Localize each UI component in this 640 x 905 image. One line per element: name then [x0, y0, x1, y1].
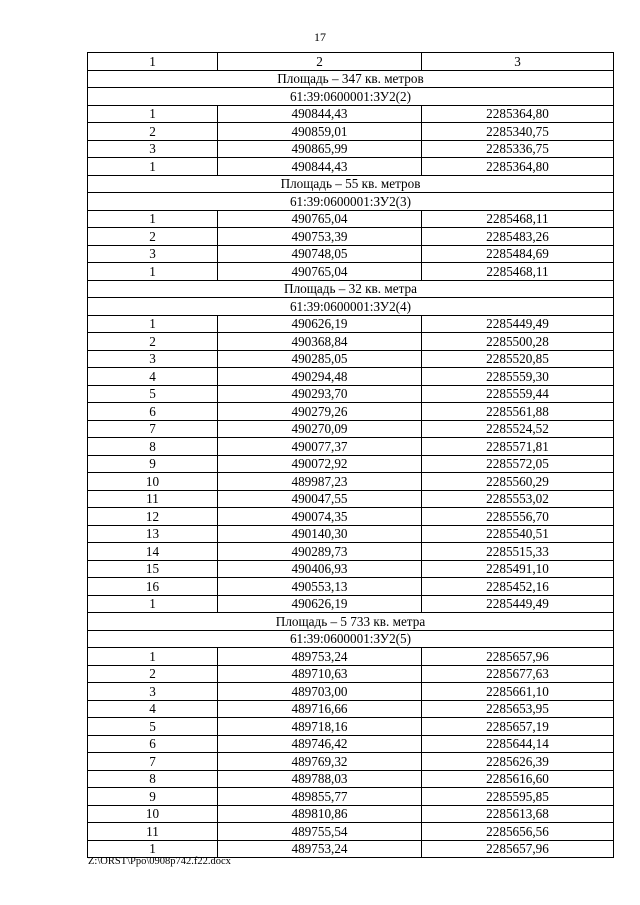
table-row [88, 718, 614, 736]
table-body [88, 53, 614, 858]
area-label: Площадь – 347 кв. метров [88, 70, 614, 88]
y-coordinate: 2285452,16 [422, 578, 614, 596]
y-coordinate: 2285644,14 [422, 735, 614, 753]
y-coordinate: 2285613,68 [422, 805, 614, 823]
y-coordinate: 2285364,80 [422, 105, 614, 123]
point-number: 9 [88, 788, 218, 806]
x-coordinate: 489710,63 [218, 665, 422, 683]
x-coordinate: 489788,03 [218, 770, 422, 788]
y-coordinate: 2285500,28 [422, 333, 614, 351]
table-row [88, 753, 614, 771]
area-row [88, 613, 614, 631]
table-row [88, 700, 614, 718]
table-row [88, 140, 614, 158]
header-cell-3: 3 [422, 53, 614, 71]
table-row [88, 595, 614, 613]
area-row [88, 175, 614, 193]
x-coordinate: 489769,32 [218, 753, 422, 771]
area-label: Площадь – 32 кв. метра [88, 280, 614, 298]
point-number: 8 [88, 438, 218, 456]
y-coordinate: 2285524,52 [422, 420, 614, 438]
point-number: 2 [88, 333, 218, 351]
table-row [88, 805, 614, 823]
cadastral-number: 61:39:0600001:ЗУ2(2) [88, 88, 614, 106]
point-number: 1 [88, 263, 218, 281]
x-coordinate: 489753,24 [218, 648, 422, 666]
x-coordinate: 490859,01 [218, 123, 422, 141]
point-number: 11 [88, 490, 218, 508]
x-coordinate: 490553,13 [218, 578, 422, 596]
y-coordinate: 2285653,95 [422, 700, 614, 718]
x-coordinate: 490289,73 [218, 543, 422, 561]
point-number: 1 [88, 595, 218, 613]
x-coordinate: 489746,42 [218, 735, 422, 753]
y-coordinate: 2285559,44 [422, 385, 614, 403]
point-number: 15 [88, 560, 218, 578]
y-coordinate: 2285661,10 [422, 683, 614, 701]
x-coordinate: 490844,43 [218, 105, 422, 123]
y-coordinate: 2285626,39 [422, 753, 614, 771]
y-coordinate: 2285520,85 [422, 350, 614, 368]
point-number: 6 [88, 735, 218, 753]
point-number: 5 [88, 385, 218, 403]
x-coordinate: 490626,19 [218, 315, 422, 333]
point-number: 2 [88, 228, 218, 246]
y-coordinate: 2285561,88 [422, 403, 614, 421]
table-row [88, 665, 614, 683]
table-row [88, 158, 614, 176]
x-coordinate: 490844,43 [218, 158, 422, 176]
point-number: 10 [88, 805, 218, 823]
coordinates-table [87, 52, 614, 858]
cadastral-number: 61:39:0600001:ЗУ2(3) [88, 193, 614, 211]
x-coordinate: 490072,92 [218, 455, 422, 473]
point-number: 7 [88, 753, 218, 771]
cadastral-number: 61:39:0600001:ЗУ2(4) [88, 298, 614, 316]
point-number: 9 [88, 455, 218, 473]
table-row [88, 350, 614, 368]
table-row [88, 263, 614, 281]
x-coordinate: 489987,23 [218, 473, 422, 491]
table-row [88, 333, 614, 351]
area-label: Площадь – 55 кв. метров [88, 175, 614, 193]
y-coordinate: 2285595,85 [422, 788, 614, 806]
y-coordinate: 2285540,51 [422, 525, 614, 543]
cadastral-row [88, 298, 614, 316]
point-number: 14 [88, 543, 218, 561]
x-coordinate: 490285,05 [218, 350, 422, 368]
cadastral-row [88, 88, 614, 106]
table-row [88, 368, 614, 386]
y-coordinate: 2285364,80 [422, 158, 614, 176]
y-coordinate: 2285515,33 [422, 543, 614, 561]
table-row [88, 403, 614, 421]
point-number: 7 [88, 420, 218, 438]
cadastral-row [88, 630, 614, 648]
point-number: 12 [88, 508, 218, 526]
table-header-row [88, 53, 614, 71]
point-number: 11 [88, 823, 218, 841]
table-row [88, 683, 614, 701]
table-row [88, 385, 614, 403]
table-row [88, 490, 614, 508]
table-row [88, 543, 614, 561]
point-number: 3 [88, 683, 218, 701]
point-number: 5 [88, 718, 218, 736]
point-number: 1 [88, 158, 218, 176]
x-coordinate: 489703,00 [218, 683, 422, 701]
cadastral-row [88, 193, 614, 211]
y-coordinate: 2285483,26 [422, 228, 614, 246]
x-coordinate: 490406,93 [218, 560, 422, 578]
area-row [88, 280, 614, 298]
y-coordinate: 2285556,70 [422, 508, 614, 526]
point-number: 3 [88, 140, 218, 158]
table-row [88, 228, 614, 246]
y-coordinate: 2285657,19 [422, 718, 614, 736]
table-row [88, 840, 614, 858]
header-cell-2: 2 [218, 53, 422, 71]
y-coordinate: 2285449,49 [422, 315, 614, 333]
point-number: 1 [88, 210, 218, 228]
point-number: 16 [88, 578, 218, 596]
x-coordinate: 490748,05 [218, 245, 422, 263]
x-coordinate: 489718,16 [218, 718, 422, 736]
x-coordinate: 490293,70 [218, 385, 422, 403]
point-number: 1 [88, 840, 218, 858]
x-coordinate: 490865,99 [218, 140, 422, 158]
point-number: 3 [88, 350, 218, 368]
cadastral-number: 61:39:0600001:ЗУ2(5) [88, 630, 614, 648]
y-coordinate: 2285340,75 [422, 123, 614, 141]
y-coordinate: 2285572,05 [422, 455, 614, 473]
point-number: 8 [88, 770, 218, 788]
table-row [88, 455, 614, 473]
point-number: 2 [88, 123, 218, 141]
table-row [88, 245, 614, 263]
x-coordinate: 489810,86 [218, 805, 422, 823]
x-coordinate: 490765,04 [218, 210, 422, 228]
x-coordinate: 490077,37 [218, 438, 422, 456]
area-row [88, 70, 614, 88]
y-coordinate: 2285677,63 [422, 665, 614, 683]
x-coordinate: 490765,04 [218, 263, 422, 281]
page-number: 17 [314, 30, 326, 44]
point-number: 2 [88, 665, 218, 683]
table-row [88, 105, 614, 123]
table-row [88, 735, 614, 753]
file-path-footer: Z:\ORST\Ppo\0908p742.f22.docx [88, 856, 231, 867]
coordinates-table-container [87, 52, 613, 858]
table-row [88, 420, 614, 438]
x-coordinate: 489855,77 [218, 788, 422, 806]
point-number: 13 [88, 525, 218, 543]
y-coordinate: 2285657,96 [422, 840, 614, 858]
y-coordinate: 2285571,81 [422, 438, 614, 456]
point-number: 10 [88, 473, 218, 491]
x-coordinate: 490140,30 [218, 525, 422, 543]
table-row [88, 525, 614, 543]
table-row [88, 648, 614, 666]
x-coordinate: 490074,35 [218, 508, 422, 526]
y-coordinate: 2285484,69 [422, 245, 614, 263]
y-coordinate: 2285449,49 [422, 595, 614, 613]
table-row [88, 560, 614, 578]
y-coordinate: 2285657,96 [422, 648, 614, 666]
y-coordinate: 2285559,30 [422, 368, 614, 386]
y-coordinate: 2285468,11 [422, 263, 614, 281]
table-row [88, 578, 614, 596]
header-cell-1: 1 [88, 53, 218, 71]
x-coordinate: 490368,84 [218, 333, 422, 351]
x-coordinate: 490294,48 [218, 368, 422, 386]
x-coordinate: 489753,24 [218, 840, 422, 858]
y-coordinate: 2285553,02 [422, 490, 614, 508]
table-row [88, 315, 614, 333]
table-row [88, 473, 614, 491]
table-row [88, 788, 614, 806]
table-row [88, 823, 614, 841]
table-row [88, 438, 614, 456]
y-coordinate: 2285468,11 [422, 210, 614, 228]
point-number: 4 [88, 368, 218, 386]
y-coordinate: 2285336,75 [422, 140, 614, 158]
x-coordinate: 489755,54 [218, 823, 422, 841]
table-row [88, 210, 614, 228]
y-coordinate: 2285560,29 [422, 473, 614, 491]
x-coordinate: 490626,19 [218, 595, 422, 613]
area-label: Площадь – 5 733 кв. метра [88, 613, 614, 631]
x-coordinate: 490279,26 [218, 403, 422, 421]
y-coordinate: 2285656,56 [422, 823, 614, 841]
point-number: 1 [88, 315, 218, 333]
point-number: 4 [88, 700, 218, 718]
y-coordinate: 2285616,60 [422, 770, 614, 788]
point-number: 6 [88, 403, 218, 421]
point-number: 1 [88, 648, 218, 666]
table-row [88, 123, 614, 141]
table-row [88, 508, 614, 526]
x-coordinate: 490047,55 [218, 490, 422, 508]
x-coordinate: 490753,39 [218, 228, 422, 246]
x-coordinate: 490270,09 [218, 420, 422, 438]
x-coordinate: 489716,66 [218, 700, 422, 718]
y-coordinate: 2285491,10 [422, 560, 614, 578]
point-number: 1 [88, 105, 218, 123]
point-number: 3 [88, 245, 218, 263]
table-row [88, 770, 614, 788]
